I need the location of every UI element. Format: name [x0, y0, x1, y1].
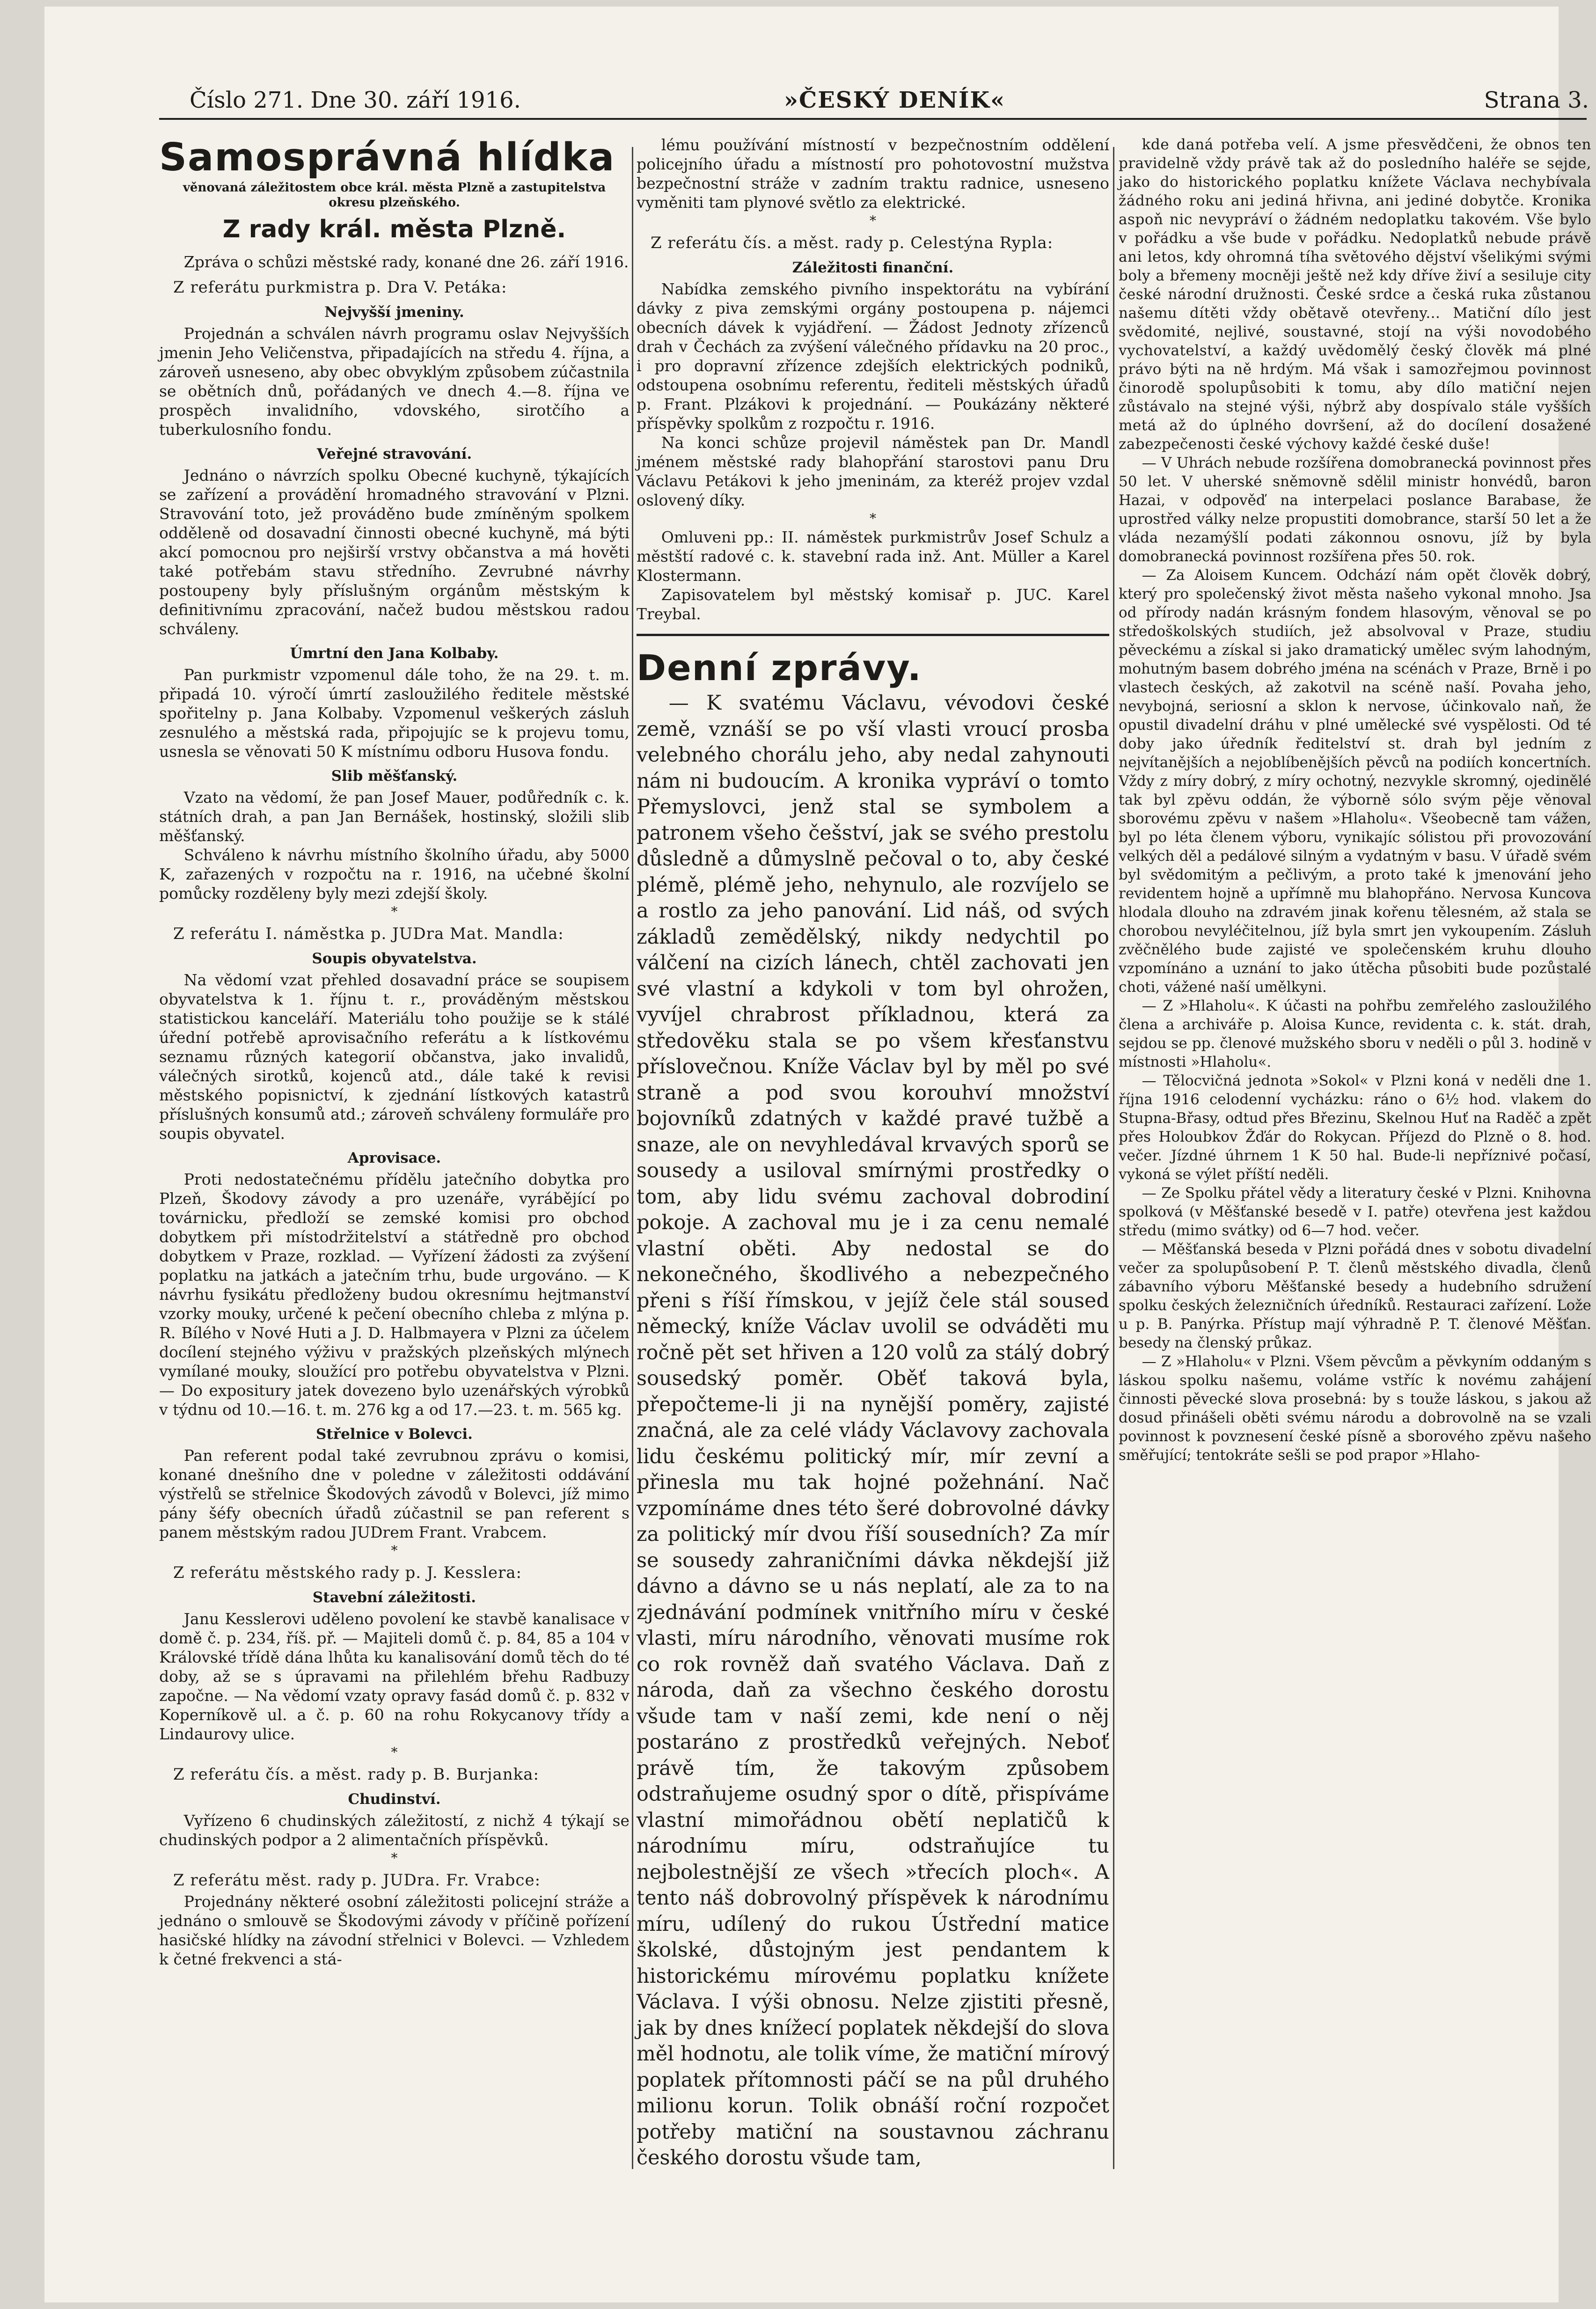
separator-star: *: [391, 1850, 398, 1866]
page-header: [190, 87, 1589, 129]
subheading: Stavební záležitosti.: [312, 1589, 476, 1606]
paragraph: lému používání místností v bezpečnostním oddělení policejního úřadu a místností pro pohotovostní mužstva bezpečnostní stráže v zadním traktu radnice, usneseno vyměniti tam plynové světlo za elektrické.: [637, 136, 1109, 212]
paragraph: Omluveni pp.: II. náměstek purkmistrův Josef Schulz a městští radové c. k. stavební rada inž. Ant. Müller a Karel Klostermann.: [637, 528, 1109, 585]
paragraph: Zpráva o schůzi městské rady, konané dne 26. září 1916.: [183, 253, 629, 271]
paragraph: — Z »Hlaholu«. K účasti na pohřbu zemřelého zasloužilého člena a archiváře p. Aloisa Kunce, revidenta c. k. stát. drah, sejdou se pp. členové mužského sboru v neděli o půl 3. hodině v místnosti »Hlaholu«.: [1119, 997, 1591, 1070]
paragraph: — Ze Spolku přátel vědy a literatury české v Plzni. Knihovna spolková (v Měšťanské besedě v I. patře) otevřena jest každou středu (mimo svátky) od 6—7 hod. večer.: [1119, 1185, 1591, 1239]
paragraph: Na konci schůze projevil náměstek pan Dr. Mandl jménem městské rady blahopřání starostovi panu Dru Václavu Petákovi k jeho jmeninám, za kteréž projev vzdal oslovený díky.: [637, 433, 1109, 509]
subheading: Soupis obyvatelstva.: [312, 950, 477, 967]
newspaper-name: »ČESKÝ DENÍK«: [784, 87, 1006, 113]
subheading: Střelnice v Bolevci.: [316, 1426, 473, 1443]
column-body: [1119, 135, 1591, 1465]
paragraph: Vyřízeno 6 chudinských záležitostí, z nichž 4 týkají se chudinských podpor a 2 alimentačních příspěvků.: [159, 1811, 630, 1849]
column-news: [637, 135, 1109, 2176]
referat-heading: Z referátu čís. a měst. rady p. B. Burjanka:: [173, 1765, 540, 1784]
subheading: Veřejné stravování.: [316, 446, 472, 462]
separator-star: *: [870, 213, 876, 228]
newspaper-page: [44, 7, 1591, 2302]
column-body: [159, 252, 630, 1969]
referat-heading: Z referátu purkmistra p. Dra V. Petáka:: [173, 278, 507, 297]
paragraph: Schváleno k návrhu místního školního úřadu, aby 5000 K, zařazených v rozpočtu na r. 1916, na učebné školní pomůcky rozděleny byly mezi zdejší školy.: [159, 846, 630, 902]
subheading: Chudinství.: [348, 1791, 441, 1808]
paragraph: Nabídka zemského pivního inspektorátu na vybírání dávky z piva zemskými orgány postoupena p. nájemci obecních dávek k vyjádření. — Žádost Jednoty zřízenců drah v Čechách za zvýšení válečného přídavku na 20 proc., i pro dopravní zřízence zdejších elektrických podniků, odstoupena osobnímu referentu, řediteli městských úřadů p. Frant. Plzákovi k projednání. — Poukázány některé příspěvky spolkům z rozpočtu r. 1916.: [637, 280, 1109, 432]
column-self-government: [159, 135, 630, 2157]
separator-star: *: [391, 904, 398, 919]
referat-heading: Z referátu městského rady p. J. Kesslera:: [173, 1563, 522, 1582]
paragraph: — V Uhrách nebude rozšířena domobranecká povinnost přes 50 let. V uherské sněmovně sdělil ministr honvédů, baron Hazai, v odpověď na interpelaci poslance Barabase, že uprostřed války nelze propustiti domobrance, starší 50 let a že vláda nezamýšlí podati zákonnou osnovu, jíž by byla domobranecká povinnost rozšířena přes 50. rok.: [1119, 454, 1591, 565]
referat-heading: Z referátu čís. a měst. rady p. Celestýna Rypla:: [651, 234, 1054, 252]
article-body: [637, 690, 1109, 2171]
paragraph: Proti nedostatečnému přídělu jatečního dobytka pro Plzeň, Škodovy závody a pro uzenáře, vyrábějící po továrnicku, předloží se zemské komisi pro obchod dobytkem při místodržitelství a státředně pro obchod dobytkem v Praze, rozklad. — Vyřízení žádosti za zvýšení poplatku na jatkách a jatečním trhu, bude urgováno. — K návrhu fysikátu předloženy budou okresnímu hejtmanství vzorky mouky, určené k pečení obecního chleba z mlýna p. R. Bílého v Nové Huti a J. D. Halbmayera v Plzni za účelem docílení stejného výživu v pražských plzeňských mlýnech vymílané mouky, sloužící pro potřebu obyvatelstva v Plzni. — Do expositury jatek dovezeno bylo uzenářských výrobků v týdnu od 10.—16. t. m. 276 kg a od 17.—23. t. m. 565 kg.: [159, 1170, 630, 1419]
paragraph: Janu Kesslerovi uděleno povolení ke stavbě kanalisace v domě č. p. 234, říš. př. — Majiteli domů č. p. 84, 85 a 104 v Královské třídě dána lhůta ku kanalisování domů těch do té doby, až se s úpravami na přilehlém břehu Radbuzy započne. — Na vědomí vzaty opravy fasád domů č. p. 832 v Koperníkově ul. a č. p. 60 na rohu Rokycanovy třídy a Lindaurovy ulice.: [159, 1610, 630, 1743]
paragraph: Zapisovatelem byl městský komisař p. JUC. Karel Treybal.: [637, 586, 1109, 623]
lead-article-paragraph: kde daná potřeba velí. A jsme přesvědčeni, že obnos ten pravidelně vždy právě tak až do posledního haléře se sejde, jako do historického poplatku knížete Václava nechybívala žádného roku ani jediná hřivna, ani jediné dobytče. Kronika aspoň nic nevypráví o žádném nedoplatku takovém. Vše bylo v pořádku a vše bude v pořádku. Nedoplatků nebude právě ani letos, kdy ohromná tíha světového dějství všelikými svými boly a břemeny mocněji ještě než kdy dříve živí a sesiluje city české národní družnosti. České srdce a česká ruka zůstanou našemu dítěti vždy obětavě otevřeny... Matiční dílo jest svědomité, nejlivé, soustavné, stojí na výši novodobého vychovatelství, a každý uvědomělý český člověk má plné právo býti na ně hrdým. Má však i samozřejmou povinnost činorodě spolupůsobiti k tomu, aby dílo matiční nejen zůstávalo na stejné výši, nýbrž aby dospívalo stále vyšších metá až do úplného dovršení, až do docílení dosažené zabezpečenosti české výchovy každé české duše!: [1119, 136, 1591, 453]
column-divider-1: [632, 147, 633, 2169]
paragraph: Projednány některé osobní záležitosti policejní stráže a jednáno o smlouvě se Škodovými závody v příčině pořízení hasičské hlídky na závodní střelnici v Bolevci. — Vzhledem k četné frekvenci a stá-: [159, 1892, 630, 1968]
column-news-continued: [1119, 135, 1591, 2176]
section-heading: Z rady král. města Plzně.: [222, 215, 566, 243]
lead-article-paragraph: — K svatému Václavu, vévodovi české země, vznáší se po vší vlasti vroucí prosba velebného chorálu jeho, aby nedal zahynouti nám ni budoucím. A kronika vypráví o tomto Přemyslovci, jenž stal se symbolem a patronem všeho češství, jak se svého prestolu důsledně a důmyslně pečoval o to, aby české plémě, plémě jeho, nehynulo, ale rozvíjelo se a rostlo za jeho panování. Lid náš, od svých základů zemědělský, nikdy nedychtil po válčení na cizích lánech, chtěl zachovati jen své vlastní a kdykoli v tom byl ohrožen, vyvíjel chrabrost příkladnou, která za středověku stala se po všem křesťanstvu příslovečnou. Kníže Václav byl by měl po své straně a pod svou korouhví množství bojovníků zdatných v každé pravé tužbě a snaze, ale on nevyhledával krvavých sporů se sousedy a usiloval smírnými prostředky o tom, aby lidu svému zachoval dobrodiní pokoje. A zachoval mu je i za cenu nemalé vlastní oběti. Aby nedostal se do nekonečného, škodlivého a nebezpečného přeni s říší římskou, v jejíž čele stál soused německý, kníže Václav uvolil se odváděti mu ročně pět set hřiven a 120 volů za stálý dobrý sousedský poměr. Oběť taková byla, přepočteme-li ji na nynější poměry, zajisté značná, ale za celé vlády Václavovy zachovala lidu českému politický mír, mír zevní a přinesla mu tak hojné požehnání. Nač vzpomínáme dnes této šeré dobrovolné dávky za politický mír dvou říší sousedních? Za mír se sousedy zahraničními dávka někdejší již dávno a dávno se u nás neplatí, ale za to na zjednávání podmínek vnitřního míru v české vlasti, míru národního, věnovati musíme rok co rok rovněž daň svatého Václava. Daň z národa, daň za všechno českého dorostu všude tam v naší zemi, kde není o něj postaráno z prostředků veřejných. Neboť právě tím, že takovým způsobem odstraňujeme osudný spor o dítě, přispíváme vlastní mimořádnou obětí neplatičů k národnímu míru, odstraňujíce tu nejbolestnější ze všech »třecích ploch«. A tento náš dobrovolný příspěvek k národnímu míru, udílený do rukou Ústřední matice školské, důstojným jest pendantem k historickému mírovému poplatku knížete Václava. I výši obnosu. Nelze zjistiti přesně, jak by dnes knížecí poplatek někdejší do slova měl hodnotu, ale tolik víme, že matiční mírový poplatek přítomnosti páčí se na půl druhého milionu korun. Tolik obnáší roční rozpočet potřeby matiční na soustavnou záchranu českého dorostu všude tam,: [637, 691, 1109, 2170]
column-divider-2: [1113, 147, 1114, 2169]
separator-star: *: [870, 511, 876, 526]
paragraph: — Za Aloisem Kuncem. Odchází nám opět člověk dobrý, který pro společenský život města našeho vykonal mnoho. Jsa od přírody nadán krásným fondem hlasovým, věnoval se po středoškolských studiích, jež absolvoval v Praze, studiu pěveckému a získal si jako dramatický umělec svým lahodným, mohutným basem dobrého jména na scénách v Praze, Brně i po vlastech českých, až zakotvil na scéně naší. Povaha jeho, nevybojná, seriosní a sklon k nervose, účinkovalo naň, že opustil divadelní dráhu v plné umělecké své vyspělosti. Od té doby jako úředník ředitelství st. drah byl jedním z nejvítanějších a nejoblíbenějších pěvců na podiích koncertních. Vždy z míry dobrý, z míry ochotný, nezvykle skromný, ojedinělé tak byl zpěvu oddán, že výborně sólo svým pěje věnoval sborovému zpěvu v našem »Hlaholu«. Všeobecně tam vážen, byl po léta členem výboru, vynikajíc sólistou při provozování velkých děl a pedálové silným a vydatným v basu. V úřadě svém byl svědomitým a pečlivým, a proto také k jmenování jeho revidentem hojně a upřímně mu blahopřáno. Nervosa Kuncova hlodala dlouho na zdravém jinak kořenu tělesném, až stala se chorobou nevyléčitelnou, jíž byla smrt jen vykoupením. Zásluh zvěčnělého bude zajisté ve společenském kruhu dlouho vzpomínáno a uznání to jako útěcha působiti bude pozůstalé choti, vážené naší umělkyni.: [1119, 567, 1591, 996]
paragraph: Vzato na vědomí, že pan Josef Mauer, podůředník c. k. státních drah, a pan Jan Bernášek, hostinský, složili slib měšťanský.: [159, 788, 630, 845]
paragraph: Jednáno o návrzích spolku Obecné kuchyně, týkajících se zařízení a provádění hromadného stravování v Plzni. Stravování toto, jež prováděno bude zmíněným spolkem odděleně od dosavadní činnosti obecné kuchyně, má býti akcí pomocnou pro nejširší vrstvy občanstva a má hověti také potřebám stavu středního. Zevrubné návrhy postoupeny byly příslušným orgánům městským k definitivnímu zpracování, načež budou městskou radou schváleny.: [159, 466, 630, 638]
separator-star: *: [391, 1745, 398, 1760]
subheading: Úmrtní den Jana Kolbaby.: [290, 645, 499, 662]
paragraph: Na vědomí vzat přehled dosavadní práce se soupisem obyvatelstva k 1. říjnu t. r., prováděným městskou statistickou kanceláří. Materiálu toho použije se k stálé úřední potřebě aprovisačního referátu a k lístkovému seznamu různých kategorií občanstva, jako invalidů, válečných sirotků, kojenců atd., dále také k revisi městského popisnictví, k zjednání lístkových katastrů příslušných konsumů atd.; zároveň schváleny formuláře pro soupis obyvatel.: [159, 971, 630, 1143]
subheading: Slib měšťanský.: [331, 768, 458, 784]
paragraph: Pan referent podal také zevrubnou zprávu o komisi, konané dnešního dne v poledne v záležitosti oddávání výstřelů se střelnice Škodových závodů v Bolevci, jíž mimo pány šéfy obecních úřadů zúčastnil se pan referent s panem městským radou JUDrem Frant. Vrabcem.: [159, 1446, 630, 1541]
paragraph: — Měšťanská beseda v Plzni pořádá dnes v sobotu divadelní večer za spolupůsobení P. T. členů městského divadla, členů zábavního výboru Měšťanské besedy a hudebního sdružení spolku českých železničních úředníků. Restauraci zařízení. Lože u p. B. Panýrka. Přístup mají výhradně P. T. členové Měšťan. besedy na členský průkaz.: [1119, 1241, 1591, 1351]
subheading: Záležitosti finanční.: [792, 259, 954, 276]
subheading: Aprovisace.: [347, 1150, 441, 1166]
issue-number-date: Číslo 271. Dne 30. září 1916.: [190, 87, 521, 113]
header-rule: [159, 118, 1587, 120]
paragraph: — Tělocvičná jednota »Sokol« v Plzni koná v neděli dne 1. října 1916 celodenní vycházku: ráno o 6½ hod. vlakem do Stupna-Břasy, odtud přes Březinu, Skelnou Huť na Raděč a zpět přes Holoubkov Žďár do Rokycan. Příjezd do Plzně o 8. hod. večer. Jízdné úhrnem 1 K 50 hal. Bude-li nepříznivé počasí, vykoná se výlet příští neděli.: [1119, 1072, 1591, 1183]
section-rule: [637, 634, 1109, 636]
section-masthead: Samosprávná hlídka: [159, 135, 615, 180]
referat-heading: Z referátu I. náměstka p. JUDra Mat. Mandla:: [173, 924, 564, 943]
subheading: Nejvyšší jmeniny.: [324, 304, 464, 321]
daily-news-heading: Denní zprávy.: [637, 647, 922, 689]
referat-heading: Z referátu měst. rady p. JUDra. Fr. Vrabce:: [173, 1871, 541, 1890]
column-continuation: [637, 135, 1109, 623]
page-number: Strana 3.: [1484, 87, 1589, 113]
paragraph: — Z »Hlaholu« v Plzni. Všem pěvcům a pěvkyním oddaným s láskou spolku našemu, voláme vstříc k novému zahájení činnosti pěvecké slova prosebná: by s touže láskou, s jakou až dosud přinášeli oběti svému národu a dobrovolně na se vzali povinnost k povznesení české písně a sborového zpěvu našeho směřující; tentokráte sešli se pod prapor »Hlaho-: [1119, 1353, 1591, 1464]
separator-star: *: [391, 1543, 398, 1558]
paragraph: Projednán a schválen návrh programu oslav Nejvyšších jmenin Jeho Veličenstva, připadajících na středu 4. října, a zároveň usneseno, aby obec obvyklým způsobem zúčastnila se obětních dnů, pořádaných ve dnech 4.—8. října ve prospěch invalidního, vdovského, sirotčího a tuberkulosního fondu.: [159, 324, 630, 439]
masthead-subtitle: věnovaná záležitostem obce král. města Plzně a zastupitelstva okresu plzeňského.: [183, 181, 606, 210]
paragraph: Pan purkmistr vzpomenul dále toho, že na 29. t. m. připadá 10. výročí úmrtí zasloužilého ředitele městské spořitelny p. Jana Kolbaby. Vzpomenul veškerých zásluh zesnulého a městská rada, připojujíc se k projevu tomu, usnesla se věnovati 50 K místnímu odboru Husova fondu.: [159, 666, 630, 761]
